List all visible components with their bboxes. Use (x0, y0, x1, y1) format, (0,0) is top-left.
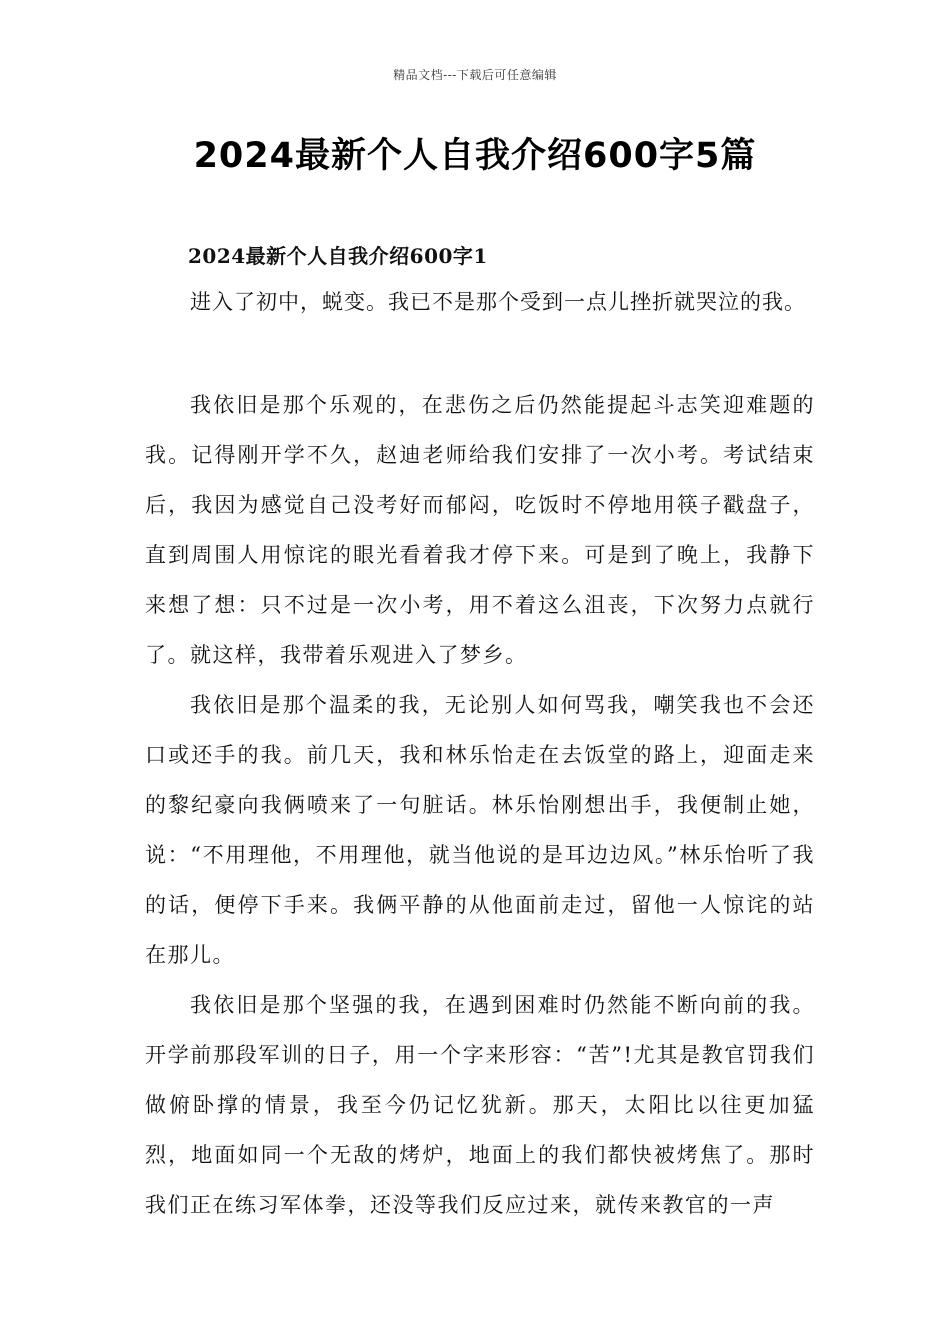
section-title: 2024最新个人自我介绍600字1 (188, 244, 488, 268)
paragraph: 我依旧是那个温柔的我，无论别人如何骂我，嘲笑我也不会还口或还手的我。前几天，我和林乐怡走在去饭堂的路上，迎面走来的黎纪豪向我俩喷来了一句脏话。林乐怡刚想出手，我便制止她，说：“不用理他，不用理他，就当他说的是耳边边风。”林乐怡听了我的话，便停下手来。我俩平静的从他面前走过，留他一人惊诧的站在那儿。 (145, 693, 815, 967)
paragraph: 我依旧是那个坚强的我，在遇到困难时仍然能不断向前的我。开学前那段军训的日子，用一个字来形容：“苦”!尤其是教官罚我们做俯卧撑的情景，我至今仍记忆犹新。那天，太阳比以往更加猛烈，地面如同一个无敌的烤炉，地面上的我们都快被烤焦了。那时我们正在练习军体拳，还没等我们反应过来，就传来教官的一声 (145, 993, 815, 1217)
header-note: 精品文档---下载后可任意编辑 (393, 68, 557, 82)
intro-line: 进入了初中，蜕变。我已不是那个受到一点儿挫折就哭泣的我。 (190, 290, 806, 314)
body-text (145, 380, 815, 1230)
document-title: 2024最新个人自我介绍600字5篇 (193, 136, 757, 176)
paragraph: 我依旧是那个乐观的，在悲伤之后仍然能提起斗志笑迎难题的我。记得刚开学不久，赵迪老师给我们安排了一次小考。考试结束后，我因为感觉自己没考好而郁闷，吃饭时不停地用筷子戳盘子，直到周围人用惊诧的眼光看着我才停下来。可是到了晚上，我静下来想了想：只不过是一次小考，用不着这么沮丧，下次努力点就行了。就这样，我带着乐观进入了梦乡。 (145, 393, 815, 667)
